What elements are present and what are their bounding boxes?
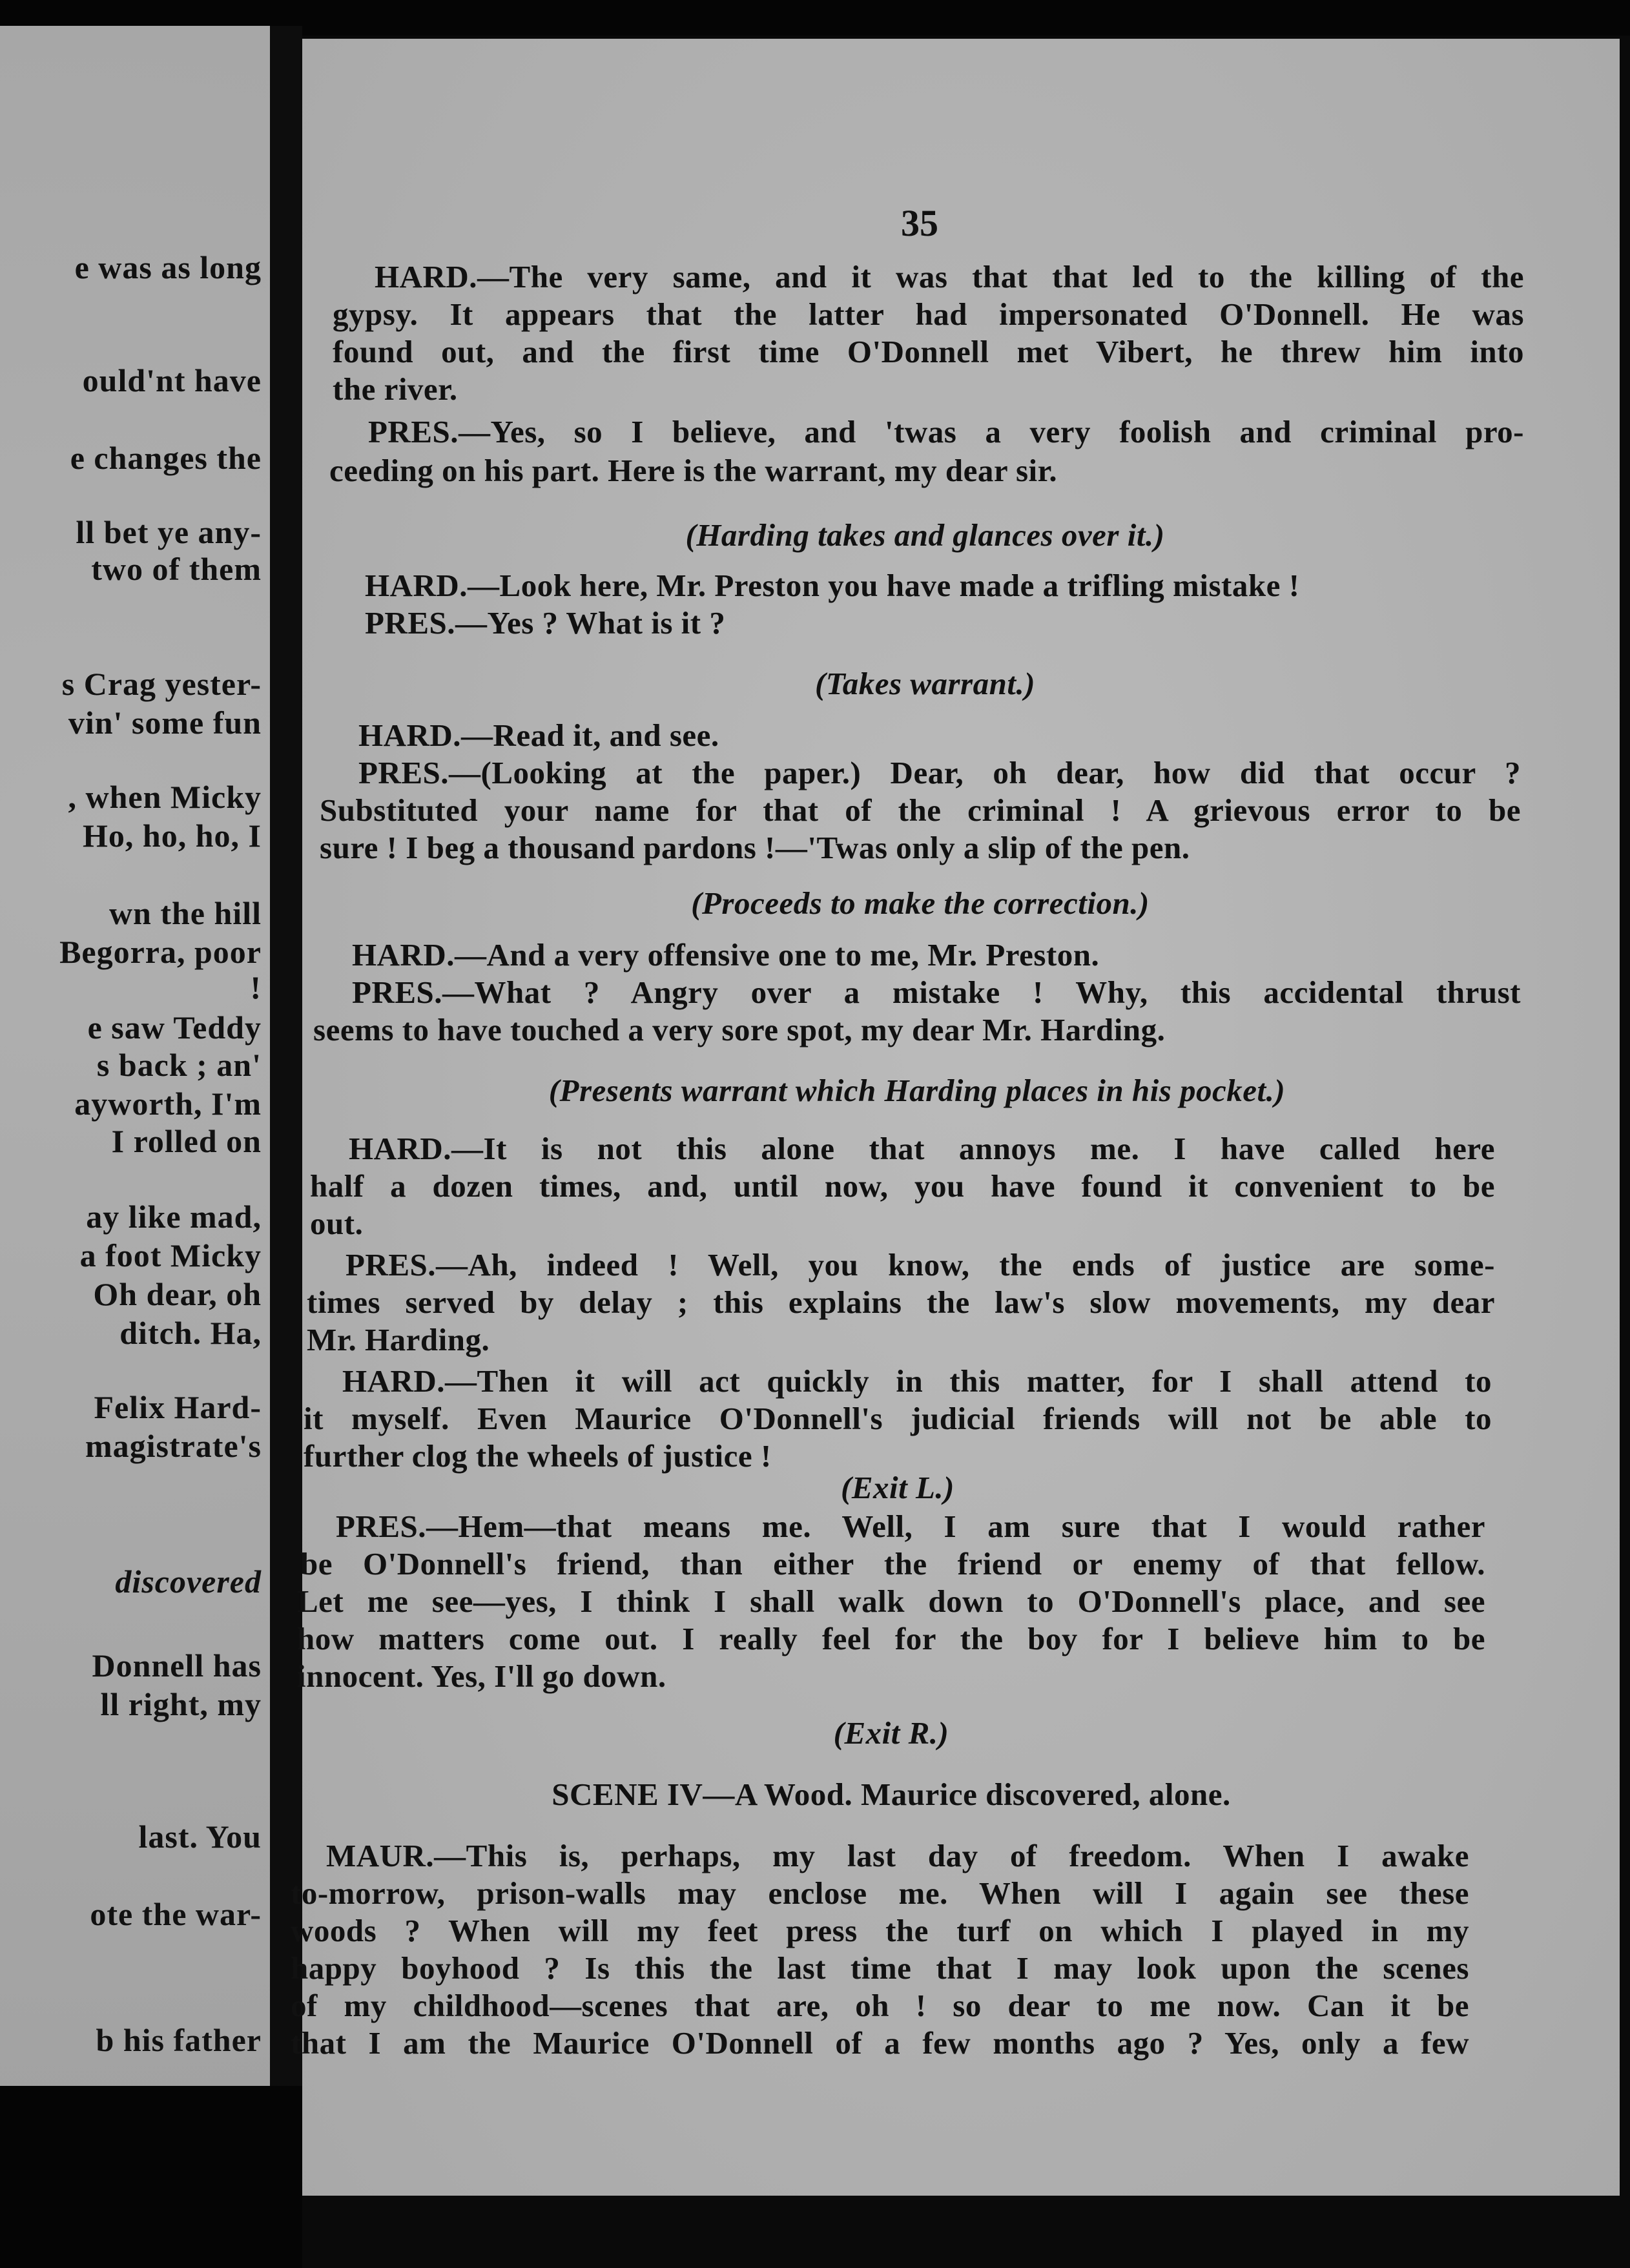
left-line: ditch. Ha, bbox=[119, 1315, 262, 1351]
text-line: PRES.—Yes, so I believe, and 'twas a very foolish and criminal pro- bbox=[368, 414, 1524, 449]
left-line: ould'nt have bbox=[82, 362, 262, 398]
scene-heading: SCENE IV—A Wood. Maurice discovered, alone. bbox=[552, 1777, 1231, 1812]
text-line: Substituted your name for that of the criminal ! A grievous error to be bbox=[320, 792, 1521, 828]
text-line: the river. bbox=[333, 371, 458, 407]
left-line: s Crag yester- bbox=[61, 666, 262, 702]
text-line: PRES.—Ah, indeed ! Well, you know, the ends of justice are some- bbox=[346, 1247, 1495, 1283]
text-line: woods ? When will my feet press the turf on which I played in my bbox=[291, 1913, 1469, 1948]
text-line: half a dozen times, and, until now, you have found it convenient to be bbox=[310, 1168, 1495, 1204]
text-line: happy boyhood ? Is this the last time that I may look upon the scenes bbox=[291, 1950, 1469, 1986]
left-line: s back ; an' bbox=[96, 1047, 262, 1083]
left-line: e was as long bbox=[74, 249, 262, 285]
left-line: two of them bbox=[91, 551, 262, 587]
left-line: ll bet ye any- bbox=[76, 514, 262, 550]
text-line: HARD.—Look here, Mr. Preston you have made a trifling mistake ! bbox=[365, 568, 1300, 603]
text-line: HARD.—And a very offensive one to me, Mr. Preston. bbox=[352, 937, 1100, 973]
text-line: HARD.—It is not this alone that annoys me. I have called here bbox=[349, 1131, 1495, 1166]
text-line: PRES.—Yes ? What is it ? bbox=[365, 605, 726, 641]
stage-direction: (Presents warrant which Harding places in his pocket.) bbox=[548, 1073, 1286, 1108]
left-line: ! bbox=[250, 969, 262, 1005]
left-line: ll right, my bbox=[100, 1686, 262, 1722]
left-line: Oh dear, oh bbox=[93, 1276, 262, 1312]
left-line: Donnell has bbox=[92, 1647, 262, 1684]
text-line: found out, and the first time O'Donnell met Vibert, he threw him into bbox=[333, 334, 1524, 369]
text-line: PRES.—(Looking at the paper.) Dear, oh dear, how did that occur ? bbox=[358, 755, 1521, 790]
text-line: to-morrow, prison-walls may enclose me. When will I again see these bbox=[291, 1875, 1469, 1911]
text-line: be O'Donnell's friend, than either the friend or enemy of that fellow. bbox=[300, 1546, 1485, 1582]
stage-direction: (Takes warrant.) bbox=[814, 666, 1036, 701]
text-line: Let me see—yes, I think I shall walk down to O'Donnell's place, and see bbox=[297, 1583, 1485, 1619]
text-line: out. bbox=[310, 1206, 364, 1241]
left-line: , when Micky bbox=[68, 779, 262, 815]
text-line: gypsy. It appears that the latter had impersonated O'Donnell. He was bbox=[333, 296, 1524, 332]
left-line: magistrate's bbox=[85, 1428, 262, 1464]
left-line: discovered bbox=[115, 1563, 262, 1600]
text-line: Mr. Harding. bbox=[307, 1322, 490, 1357]
stage-direction: (Exit R.) bbox=[833, 1715, 949, 1751]
left-line: b his father bbox=[96, 2022, 262, 2058]
stage-direction: (Proceeds to make the correction.) bbox=[691, 885, 1150, 921]
left-line: a foot Micky bbox=[79, 1237, 262, 1273]
left-line: I rolled on bbox=[111, 1123, 262, 1159]
text-line: times served by delay ; this explains the law's slow movements, my dear bbox=[307, 1284, 1495, 1320]
text-line: of my childhood—scenes that are, oh ! so dear to me now. Can it be bbox=[291, 1988, 1469, 2023]
left-line: Felix Hard- bbox=[94, 1389, 262, 1425]
left-line: ayworth, I'm bbox=[74, 1086, 262, 1122]
text-line: HARD.—The very same, and it was that that led to the killing of the bbox=[375, 259, 1524, 294]
left-line: Begorra, poor bbox=[59, 934, 262, 970]
left-line: last. You bbox=[138, 1819, 262, 1855]
text-line: how matters come out. I really feel for the boy for I believe him to be bbox=[297, 1621, 1485, 1656]
text-line: HARD.—Read it, and see. bbox=[358, 717, 719, 753]
text-line: it myself. Even Maurice O'Donnell's judicial friends will not be able to bbox=[304, 1401, 1492, 1436]
text-line: HARD.—Then it will act quickly in this matter, for I shall attend to bbox=[342, 1363, 1492, 1399]
text-line: ceeding on his part. Here is the warrant, my dear sir. bbox=[329, 453, 1058, 488]
left-line: e saw Teddy bbox=[87, 1009, 262, 1046]
text-line: PRES.—What ? Angry over a mistake ! Why, this accidental thrust bbox=[352, 974, 1521, 1010]
text-line: PRES.—Hem—that means me. Well, I am sure that I would rather bbox=[336, 1509, 1485, 1544]
text-line: MAUR.—This is, perhaps, my last day of freedom. When I awake bbox=[326, 1838, 1469, 1873]
left-line: e changes the bbox=[70, 440, 262, 476]
left-line: ay like mad, bbox=[86, 1199, 262, 1235]
left-line: wn the hill bbox=[108, 895, 262, 931]
left-line: vin' some fun bbox=[68, 705, 262, 741]
bottom-dark-border bbox=[0, 2086, 302, 2268]
page-number: 35 bbox=[901, 202, 938, 244]
text-line: sure ! I beg a thousand pardons !—'Twas only a slip of the pen. bbox=[320, 830, 1190, 865]
text-line: that I am the Maurice O'Donnell of a few months ago ? Yes, only a few bbox=[291, 2025, 1469, 2061]
stage-direction: (Harding takes and glances over it.) bbox=[685, 517, 1165, 553]
text-line: innocent. Yes, I'll go down. bbox=[297, 1658, 666, 1694]
stage-direction: (Exit L.) bbox=[841, 1470, 954, 1505]
left-line: ote the war- bbox=[90, 1896, 262, 1932]
left-line: Ho, ho, ho, I bbox=[83, 818, 262, 854]
text-line: seems to have touched a very sore spot, my dear Mr. Harding. bbox=[313, 1012, 1166, 1047]
text-line: further clog the wheels of justice ! bbox=[304, 1438, 772, 1474]
